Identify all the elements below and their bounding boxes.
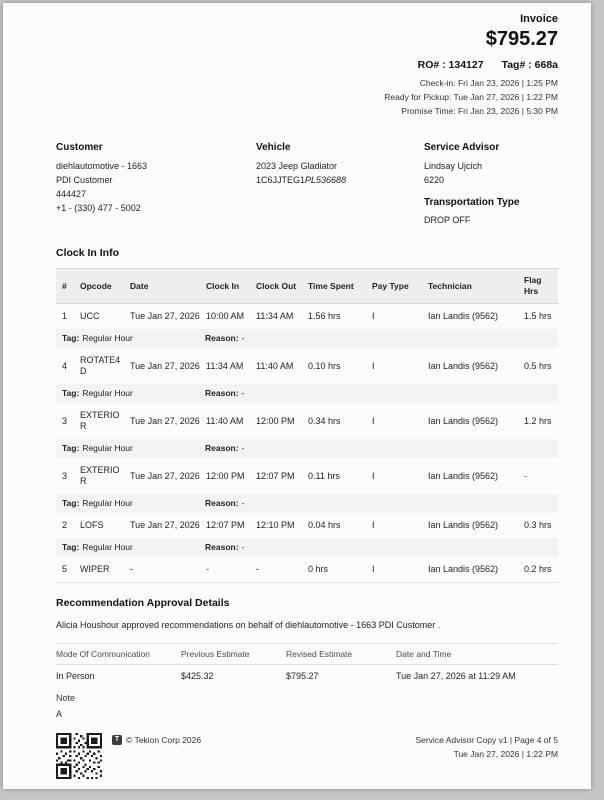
ready-for-pickup-line: Ready for Pickup: Tue Jan 27, 2026 | 1:22 PM — [384, 92, 558, 102]
cell-flag-hrs: - — [524, 470, 527, 481]
cell-technician: Ian Landis (9562) — [428, 520, 499, 530]
promise-time-line: Promise Time: Fri Jan 23, 2026 | 5:30 PM — [401, 106, 558, 116]
col-header-technician: Technician — [428, 280, 472, 291]
cell-row-number: 1 — [62, 311, 68, 321]
service-advisor-block — [424, 142, 558, 227]
vehicle-title: Vehicle — [256, 142, 291, 153]
ro-tag-line — [56, 59, 558, 71]
cell-row-number: 3 — [62, 415, 68, 426]
cell-time-spent: 0.34 hrs — [308, 415, 341, 426]
col-header-mode: Mode Of Communication — [56, 649, 151, 659]
cell-technician: Ian Landis (9562) — [428, 360, 499, 371]
note-value: A — [56, 709, 63, 719]
customer-block — [56, 142, 256, 227]
customer-phone: +1 - (330) 477 - 5002 — [56, 203, 141, 213]
reason-label: Reason: — [205, 498, 239, 508]
cell-clock-out: - — [256, 564, 259, 574]
col-header-clock-out: Clock Out — [256, 280, 297, 291]
cell-flag-hrs: 0.2 hrs — [524, 564, 552, 574]
reason-value: - — [241, 542, 245, 552]
cell-clock-out: 12:00 PM — [256, 415, 295, 426]
service-advisor-name: Lindsay Ujcich — [424, 161, 483, 171]
vehicle-model: 2023 Jeep Gladiator — [256, 161, 338, 171]
cell-date: Tue Jan 27, 2026 — [130, 360, 200, 371]
service-advisor-title: Service Advisor — [424, 142, 500, 153]
tag-row — [56, 439, 558, 458]
cell-flag-hrs: 1.2 hrs — [524, 415, 552, 426]
reason-value: - — [241, 443, 245, 453]
col-header-revised-estimate: Revised Estimate — [286, 649, 353, 659]
reason-value: - — [241, 388, 245, 398]
tag-label: Tag: — [62, 443, 80, 453]
cell-clock-in: 11:34 AM — [206, 360, 244, 371]
cell-technician: Ian Landis (9562) — [428, 564, 499, 574]
cell-flag-hrs: 0.3 hrs — [524, 520, 552, 530]
customer-dealer: diehlautomotive - 1663 — [56, 161, 148, 171]
cell-mode: In Person — [56, 671, 95, 681]
invoice-label: Invoice — [520, 13, 558, 25]
footer-left — [56, 733, 201, 779]
cell-pay-type: I — [372, 415, 375, 426]
parties-row — [56, 142, 558, 227]
copyright-line — [112, 735, 201, 745]
col-header-previous-estimate: Previous Estimate — [181, 649, 250, 659]
cell-row-number: 2 — [62, 520, 68, 530]
qr-code — [56, 733, 102, 779]
cell-clock-out: 11:40 AM — [256, 360, 294, 371]
cell-previous-estimate: $425.32 — [181, 671, 214, 681]
cell-opcode: LOFS — [80, 520, 104, 530]
reason-label: Reason: — [205, 388, 239, 398]
recommendation-table-header — [56, 643, 558, 665]
clock-in-table — [56, 268, 558, 583]
recommendation-table-values — [56, 665, 558, 681]
cell-opcode: EXTERIOR — [80, 410, 120, 431]
recommendation-table — [56, 643, 558, 681]
tag-row — [56, 538, 558, 557]
reason-value: - — [241, 498, 245, 508]
tag-label: Tag: — [62, 542, 80, 552]
cell-opcode: ROTATE4D — [80, 355, 121, 376]
tag-value: Regular Hour — [82, 498, 133, 508]
cell-date: Tue Jan 27, 2026 — [130, 520, 200, 530]
cell-time-spent: 0.04 hrs — [308, 520, 341, 530]
cell-clock-in: - — [206, 564, 209, 574]
ro-number: RO# : 134127 — [417, 59, 484, 71]
page-footer — [56, 733, 558, 779]
transportation-type-title: Transportation Type — [424, 197, 520, 208]
tag-number: Tag# : 668a — [501, 59, 558, 71]
tag-label: Tag: — [62, 388, 80, 398]
cell-row-number: 3 — [62, 470, 68, 481]
tag-value: Regular Hour — [82, 443, 133, 453]
cell-opcode: WIPER — [80, 564, 110, 574]
cell-clock-out: 11:34 AM — [256, 311, 294, 321]
col-header-pay-type: Pay Type — [372, 280, 409, 291]
copy-page-info: Service Advisor Copy v1 | Page 4 of 5 — [415, 735, 558, 745]
cell-clock-out: 12:07 PM — [256, 470, 295, 481]
cell-clock-in: 12:00 PM — [206, 470, 245, 481]
cell-time-spent: 0.11 hrs — [308, 470, 340, 481]
cell-date: Tue Jan 27, 2026 — [130, 470, 200, 481]
transportation-type-value: DROP OFF — [424, 215, 471, 225]
cell-date-time: Tue Jan 27, 2026 at 11:29 AM — [396, 671, 516, 681]
tag-row — [56, 384, 558, 403]
cell-row-number: 4 — [62, 360, 68, 371]
table-row — [56, 513, 558, 538]
cell-time-spent: 0 hrs — [308, 564, 329, 574]
cell-date: - — [130, 564, 133, 574]
invoice-total: $795.27 — [485, 28, 558, 50]
reason-label: Reason: — [205, 333, 239, 343]
cell-pay-type: I — [372, 311, 375, 321]
cell-technician: Ian Landis (9562) — [428, 415, 499, 426]
col-header-flag-hrs: Flag Hrs — [524, 275, 542, 296]
cell-technician: Ian Landis (9562) — [428, 311, 499, 321]
clock-in-table-header — [56, 268, 558, 304]
col-header-time-spent: Time Spent — [308, 280, 354, 291]
cell-pay-type: I — [372, 360, 375, 371]
printed-datetime: Tue Jan 27, 2026 | 1:22 PM — [453, 749, 558, 759]
cell-row-number: 5 — [62, 564, 68, 574]
tag-value: Regular Hour — [82, 388, 133, 398]
cell-flag-hrs: 1.5 hrs — [524, 311, 552, 321]
cell-pay-type: I — [372, 564, 375, 574]
table-row — [56, 348, 558, 384]
customer-title: Customer — [56, 142, 103, 153]
col-header-clock-in: Clock In — [206, 280, 240, 291]
invoice-header — [56, 13, 558, 118]
reason-label: Reason: — [205, 443, 239, 453]
tag-value: Regular Hour — [82, 542, 133, 552]
vehicle-block — [256, 142, 424, 227]
cell-pay-type: I — [372, 470, 375, 481]
customer-number: 444427 — [56, 189, 87, 199]
customer-name: PDI Customer — [56, 175, 113, 185]
cell-time-spent: 0.10 hrs — [308, 360, 341, 371]
cell-opcode: EXTERIOR — [80, 465, 120, 486]
note-label: Note — [56, 693, 76, 703]
table-row — [56, 304, 558, 329]
tag-label: Tag: — [62, 498, 80, 508]
table-row — [56, 557, 558, 582]
service-advisor-id: 6220 — [424, 175, 445, 185]
cell-date: Tue Jan 27, 2026 — [130, 311, 200, 321]
reason-value: - — [241, 333, 245, 343]
cell-technician: Ian Landis (9562) — [428, 470, 499, 481]
table-row — [56, 458, 558, 494]
clock-in-info-title: Clock In Info — [56, 247, 119, 259]
cell-revised-estimate: $795.27 — [286, 671, 319, 681]
cell-date: Tue Jan 27, 2026 — [130, 415, 200, 426]
vehicle-vin: 1C6JJTEG1PL536688 — [256, 175, 347, 185]
cell-pay-type: I — [372, 520, 375, 530]
col-header-date-time: Date and Time — [396, 649, 452, 659]
cell-clock-out: 12:10 PM — [256, 520, 295, 530]
tekion-logo-icon: T — [112, 735, 122, 745]
col-header-num: # — [62, 280, 67, 291]
recommendation-title: Recommendation Approval Details — [56, 597, 230, 609]
cell-flag-hrs: 0.5 hrs — [524, 360, 552, 371]
reason-label: Reason: — [205, 542, 239, 552]
cell-clock-in: 10:00 AM — [206, 311, 245, 321]
tag-row — [56, 329, 558, 348]
cell-opcode: UCC — [80, 311, 100, 321]
tag-value: Regular Hour — [82, 333, 133, 343]
col-header-opcode: Opcode — [80, 280, 112, 291]
tag-row — [56, 494, 558, 513]
tag-label: Tag: — [62, 333, 80, 343]
col-header-date: Date — [130, 280, 149, 291]
cell-time-spent: 1.56 hrs — [308, 311, 341, 321]
table-row — [56, 403, 558, 439]
copyright-text: © Tekion Corp 2026 — [126, 735, 202, 745]
checkin-line: Check-in: Fri Jan 23, 2026 | 1:25 PM — [419, 78, 558, 88]
recommendation-approval-text: Alicia Houshour approved recommendations on behalf of diehlautomotive - 1663 PDI Customer . — [56, 620, 441, 630]
footer-right — [415, 733, 558, 761]
cell-clock-in: 11:40 AM — [206, 415, 244, 426]
cell-clock-in: 12:07 PM — [206, 520, 245, 530]
invoice-page — [3, 3, 591, 789]
checkin-times — [56, 76, 558, 118]
